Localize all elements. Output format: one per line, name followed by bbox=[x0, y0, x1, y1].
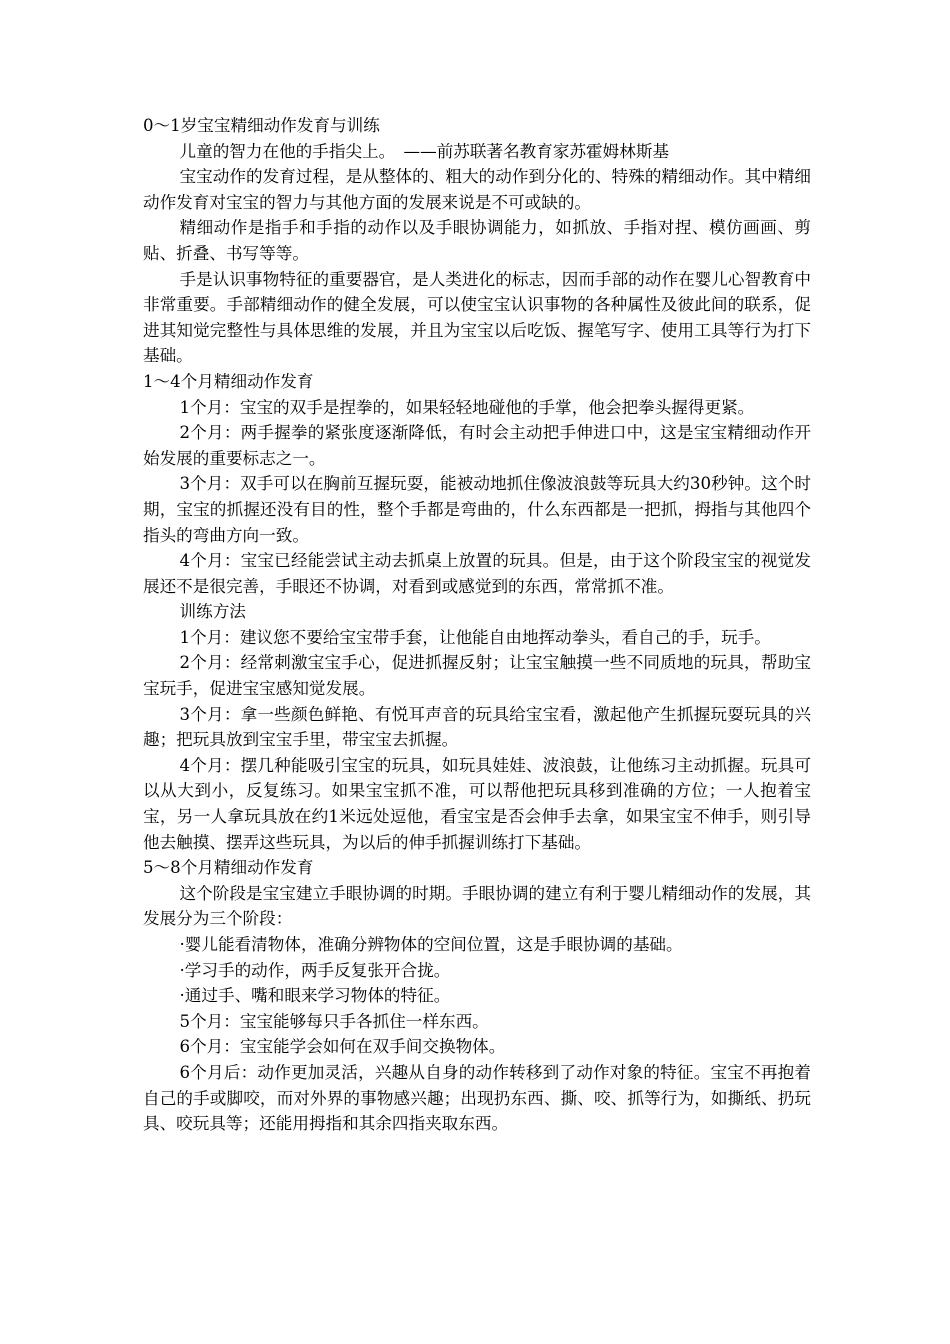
paragraph: 4个月：摆几种能吸引宝宝的玩具，如玩具娃娃、波浪鼓，让他练习主动抓握。玩具可以从大到小，反复练习。如果宝宝抓不准，可以帮他把玩具移到准确的方位；一人抱着宝宝，另一人拿玩具放在约1米远处逗他，看宝宝是否会伸手去拿，如果宝宝不伸手，则引导他去触摸、摆弄这些玩具，为以后的伸手抓握训练打下基础。 bbox=[143, 755, 811, 852]
intro-paragraph: 宝宝动作的发育过程，是从整体的、粗大的动作到分化的、特殊的精细动作。其中精细动作发育对宝宝的智力与其他方面的发展来说是不可或缺的。 bbox=[143, 167, 811, 212]
quote: 儿童的智力在他的手指尖上。 ——前苏联著名教育家苏霍姆林斯基 bbox=[179, 141, 670, 161]
subheading: 训练方法 bbox=[179, 602, 246, 622]
paragraph: 1个月：建议您不要给宝宝带手套，让他能自由地挥动拳头，看自己的手，玩手。 bbox=[179, 627, 771, 647]
intro-paragraph: 精细动作是指手和手指的动作以及手眼协调能力，如抓放、手指对捏、模仿画画、剪贴、折叠、书写等等。 bbox=[143, 218, 811, 263]
paragraph: 3个月：拿一些颜色鲜艳、有悦耳声音的玩具给宝宝看，激起他产生抓握玩耍玩具的兴趣；把玩具放到宝宝手里，带宝宝去抓握。 bbox=[143, 704, 811, 750]
document-title: 0～1岁宝宝精细动作发育与训练 bbox=[143, 116, 380, 135]
paragraph: 3个月：双手可以在胸前互握玩耍，能被动地抓住像波浪鼓等玩具大约30秒钟。这个时期，宝宝的抓握还没有目的性，整个手都是弯曲的，什么东西都是一把抓，拇指与其他四个指头的弯曲方向一致。 bbox=[143, 474, 811, 545]
intro-paragraph: 手是认识事物特征的重要器官，是人类进化的标志，因而手部的动作在婴儿心智教育中非常重要。手部精细动作的健全发展，可以使宝宝认识事物的各种属性及彼此间的联系，促进其知觉完整性与具体思维的发展，并且为宝宝以后吃饭、握笔写字、使用工具等行为打下基础。 bbox=[143, 269, 811, 366]
paragraph: 4个月：宝宝已经能尝试主动去抓桌上放置的玩具。但是，由于这个阶段宝宝的视觉发展还不是很完善，手眼还不协调，对看到或感觉到的东西，常常抓不准。 bbox=[143, 551, 811, 596]
paragraph: 这个阶段是宝宝建立手眼协调的时期。手眼协调的建立有利于婴儿精细动作的发展，其发展分为三个阶段： bbox=[143, 883, 811, 929]
list-item: ·婴儿能看清物体，准确分辨物体的空间位置，这是手眼协调的基础。 bbox=[179, 935, 683, 954]
list-item: ·通过手、嘴和眼来学习物体的特征。 bbox=[179, 986, 451, 1006]
document-page bbox=[143, 113, 811, 1137]
list-item: ·学习手的动作，两手反复张开合拢。 bbox=[179, 960, 451, 980]
paragraph: 6个月后：动作更加灵活，兴趣从自身的动作转移到了动作对象的特征。宝宝不再抱着自己的手或脚咬，而对外界的事物感兴趣；出现扔东西、撕、咬、抓等行为，如撕纸、扔玩具、咬玩具等；还能用拇指和其余四指夹取东西。 bbox=[143, 1062, 811, 1134]
paragraph: 5个月：宝宝能够每只手各抓住一样东西。 bbox=[179, 1011, 489, 1031]
paragraph: 1个月：宝宝的双手是捏拳的，如果轻轻地碰他的手掌，他会把拳头握得更紧。 bbox=[179, 397, 755, 417]
paragraph: 2个月：经常刺激宝宝手心，促进抓握反射；让宝宝触摸一些不同质地的玩具，帮助宝宝玩手，促进宝宝感知觉发展。 bbox=[143, 653, 811, 699]
section-heading: 1～4个月精细动作发育 bbox=[143, 371, 314, 391]
paragraph: 2个月：两手握拳的紧张度逐渐降低，有时会主动把手伸进口中，这是宝宝精细动作开始发展的重要标志之一。 bbox=[143, 423, 811, 468]
section-heading: 5～8个月精细动作发育 bbox=[143, 858, 314, 878]
paragraph: 6个月：宝宝能学会如何在双手间交换物体。 bbox=[179, 1037, 506, 1057]
